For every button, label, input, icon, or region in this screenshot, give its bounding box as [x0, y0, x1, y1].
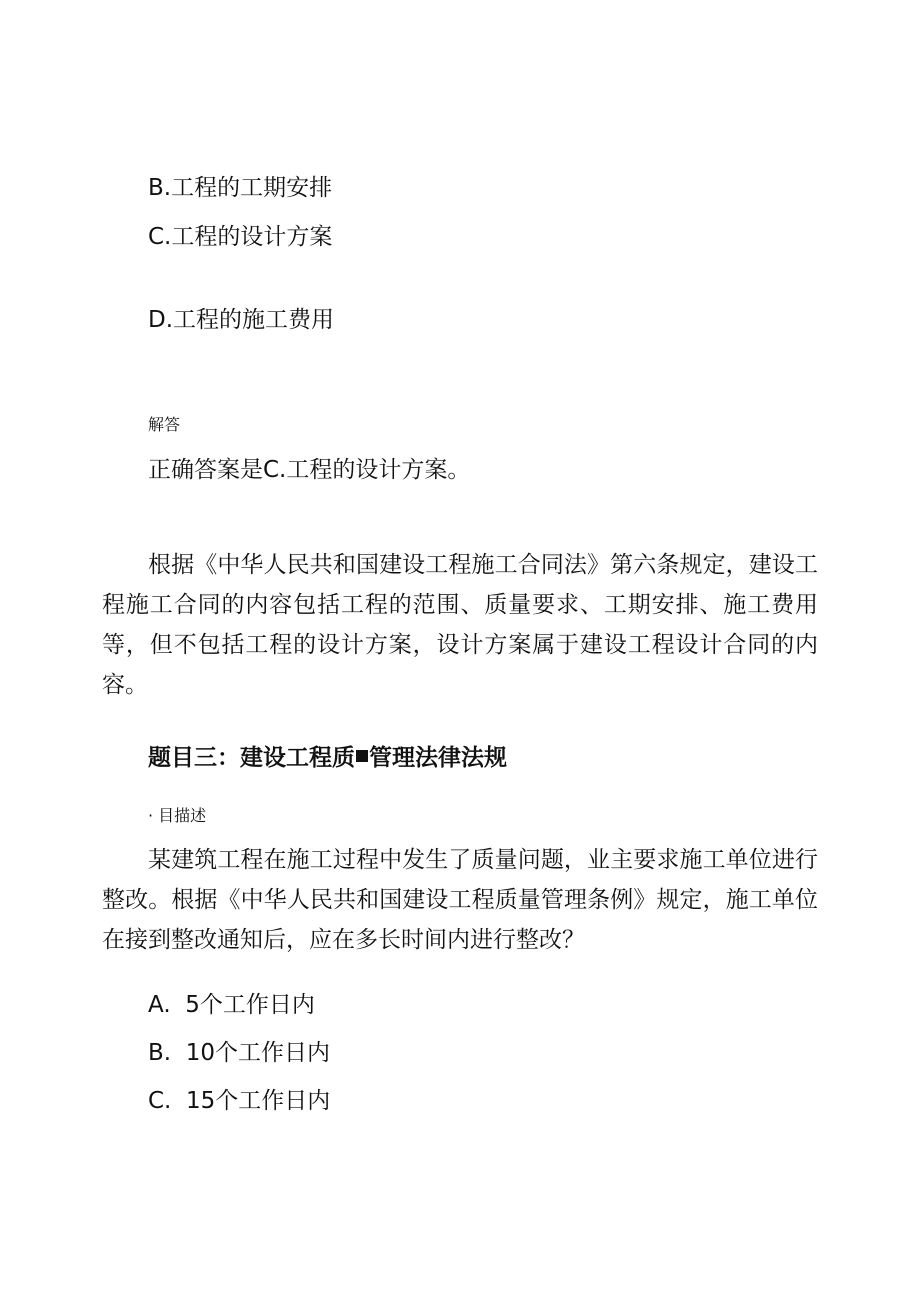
option-letter: C.	[148, 224, 172, 250]
answer-explanation: 根据《中华人民共和国建设工程施工合同法》第六条规定，建设工程施工合同的内容包括工程的范围、质量要求、工期安排、施工费用等，但不包括工程的设计方案，设计方案属于建设工程设计合同的内容。	[102, 552, 818, 698]
option-number: 10	[185, 1040, 215, 1066]
option-text: 工程的设计方案	[171, 224, 333, 250]
option-letter: C.	[148, 1088, 172, 1114]
option-text: 个工作日内	[199, 992, 315, 1018]
description-label: · 目描述	[148, 806, 207, 825]
option-number: 15	[186, 1088, 216, 1114]
option-c	[148, 222, 332, 252]
missing-glyph-square-icon	[356, 750, 368, 762]
correct-answer-letter: C.	[263, 457, 287, 483]
option-text: 个工作日内	[215, 1040, 330, 1066]
q3-option-a	[148, 990, 315, 1020]
option-letter: D.	[148, 307, 174, 333]
correct-answer	[148, 455, 470, 485]
q3-option-b	[148, 1038, 330, 1068]
q3-option-c	[148, 1086, 330, 1116]
option-number: 5	[185, 992, 200, 1018]
correct-answer-text: 工程的设计方案。	[286, 457, 471, 483]
question-heading-part2: 管理法律法规	[369, 745, 507, 771]
question-heading-part1: 题目三：建设工程质	[148, 745, 355, 771]
option-letter: A.	[148, 992, 171, 1018]
option-b	[148, 173, 332, 203]
answer-label: 解答	[148, 415, 181, 434]
option-text: 工程的施工费用	[173, 307, 335, 333]
option-text: 工程的工期安排	[171, 175, 333, 201]
question-body: 某建筑工程在施工过程中发生了质量问题，业主要求施工单位进行整改。根据《中华人民共和国建设工程质量管理条例》规定，施工单位在接到整改通知后，应在多长时间内进行整改？	[102, 847, 818, 953]
option-text: 个工作日内	[215, 1088, 331, 1114]
question-heading	[148, 743, 507, 773]
option-d	[148, 305, 334, 335]
option-letter: B.	[148, 175, 172, 201]
option-letter: B.	[148, 1040, 172, 1066]
correct-answer-prefix: 正确答案是	[148, 457, 263, 483]
